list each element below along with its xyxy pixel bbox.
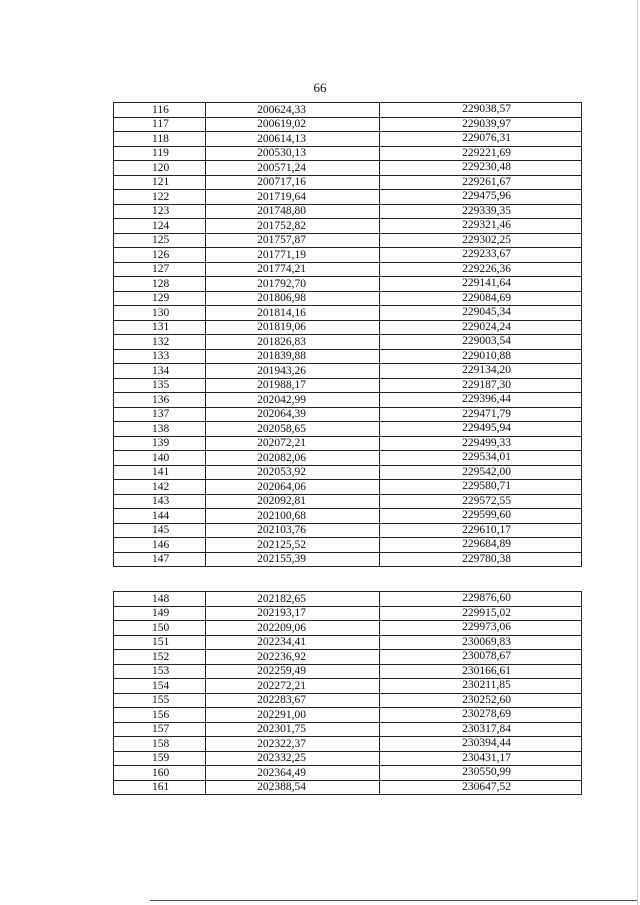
y-coordinate-cell: 229302,25 [380,233,582,248]
point-number-cell: 157 [114,722,206,737]
x-coordinate-cell: 202064,39 [206,407,380,422]
y-coordinate-cell: 230317,84 [380,722,582,737]
table-row [114,103,582,118]
table-row [114,538,582,553]
x-coordinate-cell: 201806,98 [206,291,380,306]
table-row [114,378,582,393]
y-coordinate-cell: 230069,83 [380,635,582,650]
y-coordinate-cell: 229045,34 [380,306,582,321]
x-coordinate-cell: 202364,49 [206,766,380,781]
coordinates-table-lower [113,591,582,795]
y-coordinate-cell: 229396,44 [380,393,582,408]
point-number-cell: 135 [114,378,206,393]
table-row [114,335,582,350]
x-coordinate-cell: 201719,64 [206,190,380,205]
y-coordinate-cell: 229187,30 [380,378,582,393]
x-coordinate-cell: 202388,54 [206,780,380,795]
point-number-cell: 142 [114,480,206,495]
point-number-cell: 120 [114,161,206,176]
y-coordinate-cell: 229261,67 [380,175,582,190]
y-coordinate-cell: 229084,69 [380,291,582,306]
table-row [114,161,582,176]
x-coordinate-cell: 201819,06 [206,320,380,335]
table-row [114,393,582,408]
point-number-cell: 146 [114,538,206,553]
point-number-cell: 156 [114,708,206,723]
y-coordinate-cell: 229039,97 [380,117,582,132]
x-coordinate-cell: 202193,17 [206,606,380,621]
y-coordinate-cell: 229475,96 [380,190,582,205]
y-coordinate-cell: 230211,85 [380,679,582,694]
table-row [114,451,582,466]
y-coordinate-cell: 229915,02 [380,606,582,621]
point-number-cell: 161 [114,780,206,795]
y-coordinate-cell: 229134,20 [380,364,582,379]
table-row [114,552,582,567]
point-number-cell: 136 [114,393,206,408]
table-row [114,708,582,723]
table-row [114,780,582,795]
point-number-cell: 145 [114,523,206,538]
table-row [114,480,582,495]
table-row [114,494,582,509]
y-coordinate-cell: 229003,54 [380,335,582,350]
point-number-cell: 150 [114,621,206,636]
point-number-cell: 132 [114,335,206,350]
x-coordinate-cell: 202234,41 [206,635,380,650]
table-row [114,722,582,737]
table-row [114,219,582,234]
point-number-cell: 126 [114,248,206,263]
point-number-cell: 129 [114,291,206,306]
x-coordinate-cell: 202322,37 [206,737,380,752]
table-row [114,117,582,132]
point-number-cell: 127 [114,262,206,277]
table-row [114,306,582,321]
y-coordinate-cell: 229233,67 [380,248,582,263]
point-number-cell: 125 [114,233,206,248]
y-coordinate-cell: 229010,88 [380,349,582,364]
point-number-cell: 122 [114,190,206,205]
x-coordinate-cell: 202058,65 [206,422,380,437]
table-body [114,592,582,795]
table-row [114,737,582,752]
point-number-cell: 118 [114,132,206,147]
point-number-cell: 138 [114,422,206,437]
point-number-cell: 148 [114,592,206,607]
x-coordinate-cell: 201752,82 [206,219,380,234]
table-row [114,621,582,636]
x-coordinate-cell: 202125,52 [206,538,380,553]
table-row [114,679,582,694]
x-coordinate-cell: 201814,16 [206,306,380,321]
x-coordinate-cell: 201757,87 [206,233,380,248]
y-coordinate-cell: 229076,31 [380,132,582,147]
y-coordinate-cell: 229780,38 [380,552,582,567]
table-row [114,277,582,292]
x-coordinate-cell: 202301,75 [206,722,380,737]
point-number-cell: 155 [114,693,206,708]
table-row [114,146,582,161]
table-body [114,103,582,567]
coordinates-table-upper [113,102,582,567]
y-coordinate-cell: 229339,35 [380,204,582,219]
point-number-cell: 159 [114,751,206,766]
point-number-cell: 151 [114,635,206,650]
x-coordinate-cell: 202072,21 [206,436,380,451]
y-coordinate-cell: 229599,60 [380,509,582,524]
table-row [114,751,582,766]
y-coordinate-cell: 229471,79 [380,407,582,422]
point-number-cell: 123 [114,204,206,219]
table-row [114,320,582,335]
x-coordinate-cell: 202332,25 [206,751,380,766]
y-coordinate-cell: 230166,61 [380,664,582,679]
point-number-cell: 140 [114,451,206,466]
table-row [114,349,582,364]
point-number-cell: 153 [114,664,206,679]
y-coordinate-cell: 230647,52 [380,780,582,795]
table-row [114,175,582,190]
x-coordinate-cell: 200571,24 [206,161,380,176]
x-coordinate-cell: 201839,88 [206,349,380,364]
point-number-cell: 130 [114,306,206,321]
point-number-cell: 160 [114,766,206,781]
x-coordinate-cell: 201988,17 [206,378,380,393]
y-coordinate-cell: 229226,36 [380,262,582,277]
y-coordinate-cell: 230278,69 [380,708,582,723]
x-coordinate-cell: 202042,99 [206,393,380,408]
table-row [114,291,582,306]
bottom-rule [150,900,638,901]
x-coordinate-cell: 202259,49 [206,664,380,679]
x-coordinate-cell: 201792,70 [206,277,380,292]
y-coordinate-cell: 230078,67 [380,650,582,665]
point-number-cell: 144 [114,509,206,524]
x-coordinate-cell: 200717,16 [206,175,380,190]
y-coordinate-cell: 230550,99 [380,766,582,781]
point-number-cell: 119 [114,146,206,161]
y-coordinate-cell: 229024,24 [380,320,582,335]
table-row [114,364,582,379]
y-coordinate-cell: 229876,60 [380,592,582,607]
x-coordinate-cell: 201771,19 [206,248,380,263]
table-row [114,407,582,422]
table-row [114,262,582,277]
point-number-cell: 139 [114,436,206,451]
x-coordinate-cell: 200614,13 [206,132,380,147]
point-number-cell: 117 [114,117,206,132]
y-coordinate-cell: 229141,64 [380,277,582,292]
point-number-cell: 137 [114,407,206,422]
table-row [114,693,582,708]
x-coordinate-cell: 202272,21 [206,679,380,694]
x-coordinate-cell: 202209,06 [206,621,380,636]
y-coordinate-cell: 230431,17 [380,751,582,766]
table-row [114,664,582,679]
x-coordinate-cell: 201826,83 [206,335,380,350]
table-row [114,204,582,219]
x-coordinate-cell: 202082,06 [206,451,380,466]
y-coordinate-cell: 229580,71 [380,480,582,495]
y-coordinate-cell: 229321,46 [380,219,582,234]
table-row [114,592,582,607]
x-coordinate-cell: 202100,68 [206,509,380,524]
y-coordinate-cell: 229973,06 [380,621,582,636]
y-coordinate-cell: 229610,17 [380,523,582,538]
page-number: 66 [313,80,327,95]
x-coordinate-cell: 201943,26 [206,364,380,379]
y-coordinate-cell: 230252,60 [380,693,582,708]
table-row [114,248,582,263]
table-row [114,509,582,524]
point-number-cell: 158 [114,737,206,752]
point-number-cell: 154 [114,679,206,694]
x-coordinate-cell: 201774,21 [206,262,380,277]
point-number-cell: 131 [114,320,206,335]
x-coordinate-cell: 202291,00 [206,708,380,723]
table-row [114,422,582,437]
scan-edge-line [637,0,638,905]
table-row [114,523,582,538]
x-coordinate-cell: 200530,13 [206,146,380,161]
x-coordinate-cell: 202182,65 [206,592,380,607]
x-coordinate-cell: 201748,80 [206,204,380,219]
point-number-cell: 124 [114,219,206,234]
x-coordinate-cell: 202283,67 [206,693,380,708]
table-row [114,436,582,451]
y-coordinate-cell: 229534,01 [380,451,582,466]
table-row [114,190,582,205]
point-number-cell: 149 [114,606,206,621]
table-row [114,635,582,650]
table-row [114,465,582,480]
table-row [114,606,582,621]
point-number-cell: 121 [114,175,206,190]
x-coordinate-cell: 202053,92 [206,465,380,480]
point-number-cell: 116 [114,103,206,118]
x-coordinate-cell: 202064,06 [206,480,380,495]
y-coordinate-cell: 229572,55 [380,494,582,509]
point-number-cell: 143 [114,494,206,509]
y-coordinate-cell: 229038,57 [380,103,582,118]
y-coordinate-cell: 229230,48 [380,161,582,176]
x-coordinate-cell: 202103,76 [206,523,380,538]
y-coordinate-cell: 229499,33 [380,436,582,451]
point-number-cell: 134 [114,364,206,379]
table-row [114,233,582,248]
x-coordinate-cell: 202155,39 [206,552,380,567]
x-coordinate-cell: 200624,33 [206,103,380,118]
point-number-cell: 128 [114,277,206,292]
point-number-cell: 141 [114,465,206,480]
y-coordinate-cell: 229495,94 [380,422,582,437]
y-coordinate-cell: 229542,00 [380,465,582,480]
point-number-cell: 147 [114,552,206,567]
table-row [114,766,582,781]
y-coordinate-cell: 229221,69 [380,146,582,161]
point-number-cell: 133 [114,349,206,364]
table-row [114,650,582,665]
y-coordinate-cell: 230394,44 [380,737,582,752]
x-coordinate-cell: 200619,02 [206,117,380,132]
x-coordinate-cell: 202236,92 [206,650,380,665]
y-coordinate-cell: 229684,89 [380,538,582,553]
point-number-cell: 152 [114,650,206,665]
table-row [114,132,582,147]
x-coordinate-cell: 202092,81 [206,494,380,509]
